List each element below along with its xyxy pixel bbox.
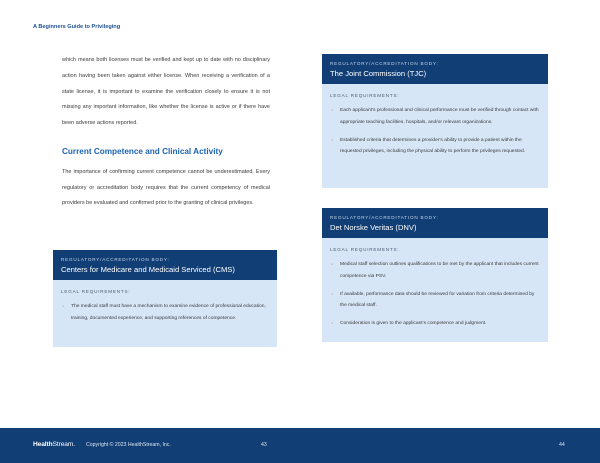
card-tjc-header — [322, 54, 548, 84]
card-dnv-body — [322, 238, 548, 342]
card-dnv-legal-label: LEGAL REQUIREMENTS: — [330, 247, 400, 252]
card-dnv — [322, 208, 548, 342]
page-number-left: 43 — [261, 442, 267, 448]
page-number-right: 44 — [559, 442, 565, 448]
card-cms-title: Centers for Medicare and Medicaid Serviced (CMS) — [61, 265, 235, 274]
card-dnv-header — [322, 208, 548, 238]
brand-light: Stream. — [52, 441, 75, 448]
card-tjc-legal-label: LEGAL REQUIREMENTS: — [330, 93, 400, 98]
card-tjc-requirements — [330, 105, 540, 158]
card-dnv-requirements — [330, 259, 540, 330]
paragraph-2-text: The importance of confirming current competence cannot be underestimated. Every regulatory or accreditation body requires that the current competency of medical providers be evaluated and confirmed prior to the granting of clinical privileges. — [62, 169, 270, 206]
left-paragraph-1 — [62, 53, 270, 132]
left-paragraph-2 — [62, 165, 270, 212]
card-cms-requirements — [61, 301, 269, 325]
card-cms-header — [53, 250, 277, 280]
requirement-item: · Medical staff selection outlines qualifications to be met by the applicant that includes current competence via PSV. — [330, 259, 540, 283]
paragraph-1-text: which means both licenses must be verified and kept up to date with no disciplinary action having been taken against either license. When receiving a verification of a state license, it is important to examine the verification closely to ensure it is not missing any important information, like whether the license is active or if there have been adverse actions reported. — [62, 57, 270, 127]
requirement-item: · Established criteria that determines a provider's ability to provide a patient within the requested privileges, including the physical ability to perform the privileges requested. — [330, 135, 540, 159]
section-heading: Current Competence and Clinical Activity — [62, 147, 223, 156]
page-footer — [0, 428, 600, 463]
card-cms-legal-label: LEGAL REQUIREMENTS: — [61, 289, 131, 294]
document-header-title: A Beginners Guide to Privileging — [33, 24, 121, 30]
card-dnv-label: REGULATORY/ACCREDITATION BODY: — [330, 215, 439, 220]
requirement-item: · The medical staff must have a mechanism to examine evidence of professional education, training, documented experience, and supporting references of competence. — [61, 301, 269, 325]
card-tjc-label: REGULATORY/ACCREDITATION BODY: — [330, 61, 439, 66]
requirement-item: · Consideration is given to the applicant's competence and judgment. — [330, 318, 540, 330]
card-cms — [53, 250, 277, 347]
card-dnv-title: Det Norske Veritas (DNV) — [330, 223, 417, 232]
requirement-item: · Each applicant's professional and clinical performance must be verified through contact with appropriate teaching facilities, hospitals, and/or relevant organizations. — [330, 105, 540, 129]
healthstream-logo — [33, 441, 75, 448]
card-tjc-title: The Joint Commission (TJC) — [330, 69, 427, 78]
requirement-item: · If available, performance data should be reviewed for variation from criteria determined by the medical staff. — [330, 289, 540, 313]
brand-bold: Health — [33, 441, 53, 448]
card-tjc — [322, 54, 548, 188]
card-cms-label: REGULATORY/ACCREDITATION BODY: — [61, 257, 170, 262]
copyright-text: Copyright © 2023 HealthStream, Inc. — [86, 442, 171, 448]
card-tjc-body — [322, 84, 548, 170]
card-cms-body — [53, 280, 277, 337]
